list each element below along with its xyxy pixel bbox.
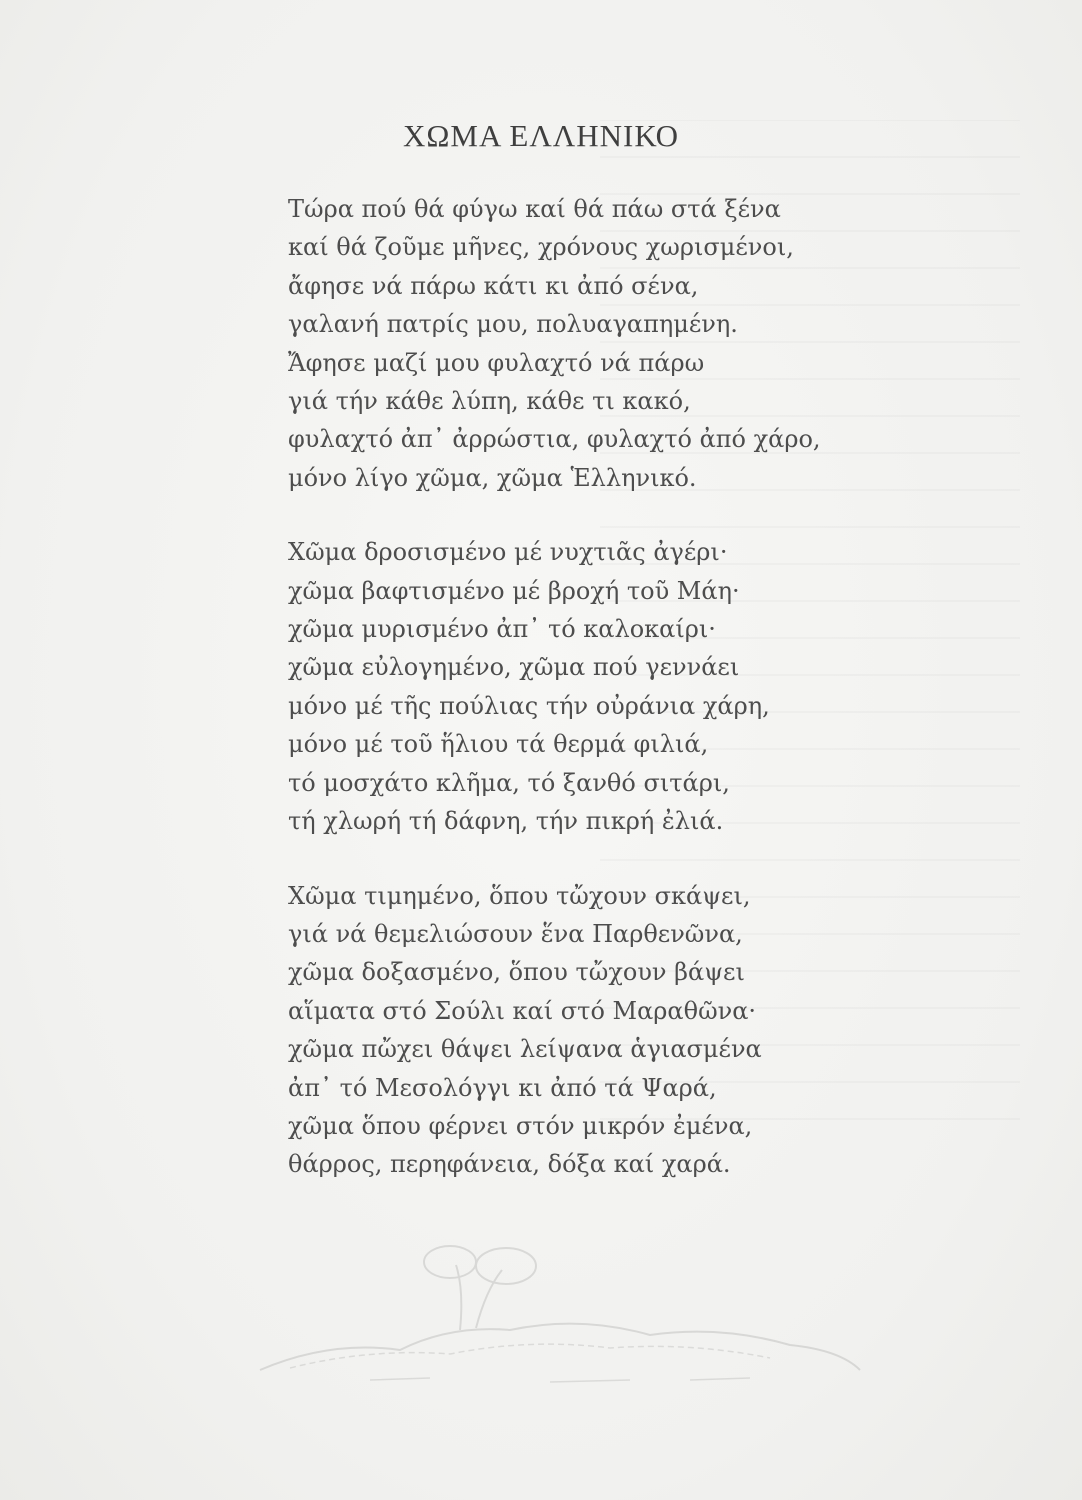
poem-line: ἀπ᾽ τό Μεσολόγγι κι ἀπό τά Ψαρά, xyxy=(288,1073,717,1102)
poem-line: γαλανή πατρίς μου, πολυαγαπημένη. xyxy=(288,310,738,339)
stanza xyxy=(288,533,908,840)
hill-outline xyxy=(260,1324,860,1370)
stanza xyxy=(288,190,908,497)
poem-line: Χῶμα τιμημένο, ὅπου τὤχουν σκάψει, xyxy=(288,881,751,910)
poem-line: τή χλωρή τή δάφνη, τήν πικρή ἐλιά. xyxy=(288,807,724,836)
poem-line: χῶμα μυρισμένο ἀπ᾽ τό καλοκαίρι· xyxy=(288,615,716,644)
poem-line: θάρρος, περηφάνεια, δόξα καί χαρά. xyxy=(288,1150,731,1179)
poem-line: Τώρα πού θά φύγω καί θά πάω στά ξένα xyxy=(288,195,781,223)
poem-line: φυλαχτό ἀπ᾽ ἀρρώστια, φυλαχτό ἀπό χάρο, xyxy=(288,425,821,454)
poem-line: γιά νά θεμελιώσουν ἕνα Παρθενῶνα, xyxy=(288,919,743,948)
poem-line: μόνο μέ τῆς πούλιας τήν οὐράνια χάρη, xyxy=(288,691,770,720)
poem-line: γιά τήν κάθε λύπη, κάθε τι κακό, xyxy=(288,387,691,416)
poem-line: χῶμα ὅπου φέρνει στόν μικρόν ἐμένα, xyxy=(288,1111,753,1140)
poem-line: τό μοσχάτο κλῆμα, τό ξανθό σιτάρι, xyxy=(288,768,730,797)
poem-line: αἵματα στό Σούλι καί στό Μαραθῶνα· xyxy=(288,996,757,1025)
poem-line: καί θά ζοῦμε μῆνες, χρόνους χωρισμένοι, xyxy=(288,233,794,262)
tree-canopy xyxy=(424,1246,476,1278)
poem-line: ἄφησε νά πάρω κάτι κι ἀπό σένα, xyxy=(288,271,699,300)
poem-line: Χῶμα δροσισμένο μέ νυχτιᾶς ἀγέρι· xyxy=(288,538,728,567)
poem-line: μόνο μέ τοῦ ἥλιου τά θερμά φιλιά, xyxy=(288,730,709,759)
poem-line: μόνο λίγο χῶμα, χῶμα Ἑλληνικό. xyxy=(288,463,697,492)
ground-strokes xyxy=(370,1378,750,1382)
poem-body xyxy=(288,190,908,1220)
tree-canopy xyxy=(476,1248,536,1284)
stanza xyxy=(288,877,908,1184)
landscape-vignette-illustration xyxy=(250,1230,870,1390)
poem-line: Ἄφησε μαζί μου φυλαχτό νά πάρω xyxy=(288,348,705,377)
poem-line: χῶμα πὤχει θάψει λείψανα ἁγιασμένα xyxy=(288,1035,762,1064)
poem-line: χῶμα εὐλογημένο, χῶμα πού γεννάει xyxy=(288,653,740,682)
poem-line: χῶμα βαφτισμένο μέ βροχή τοῦ Μάη· xyxy=(288,576,740,605)
poem-title: ΧΩΜΑ ΕΛΛΗΝΙΚΟ xyxy=(402,118,680,153)
poem-line: χῶμα δοξασμένο, ὅπου τὤχουν βάψει xyxy=(288,958,745,987)
